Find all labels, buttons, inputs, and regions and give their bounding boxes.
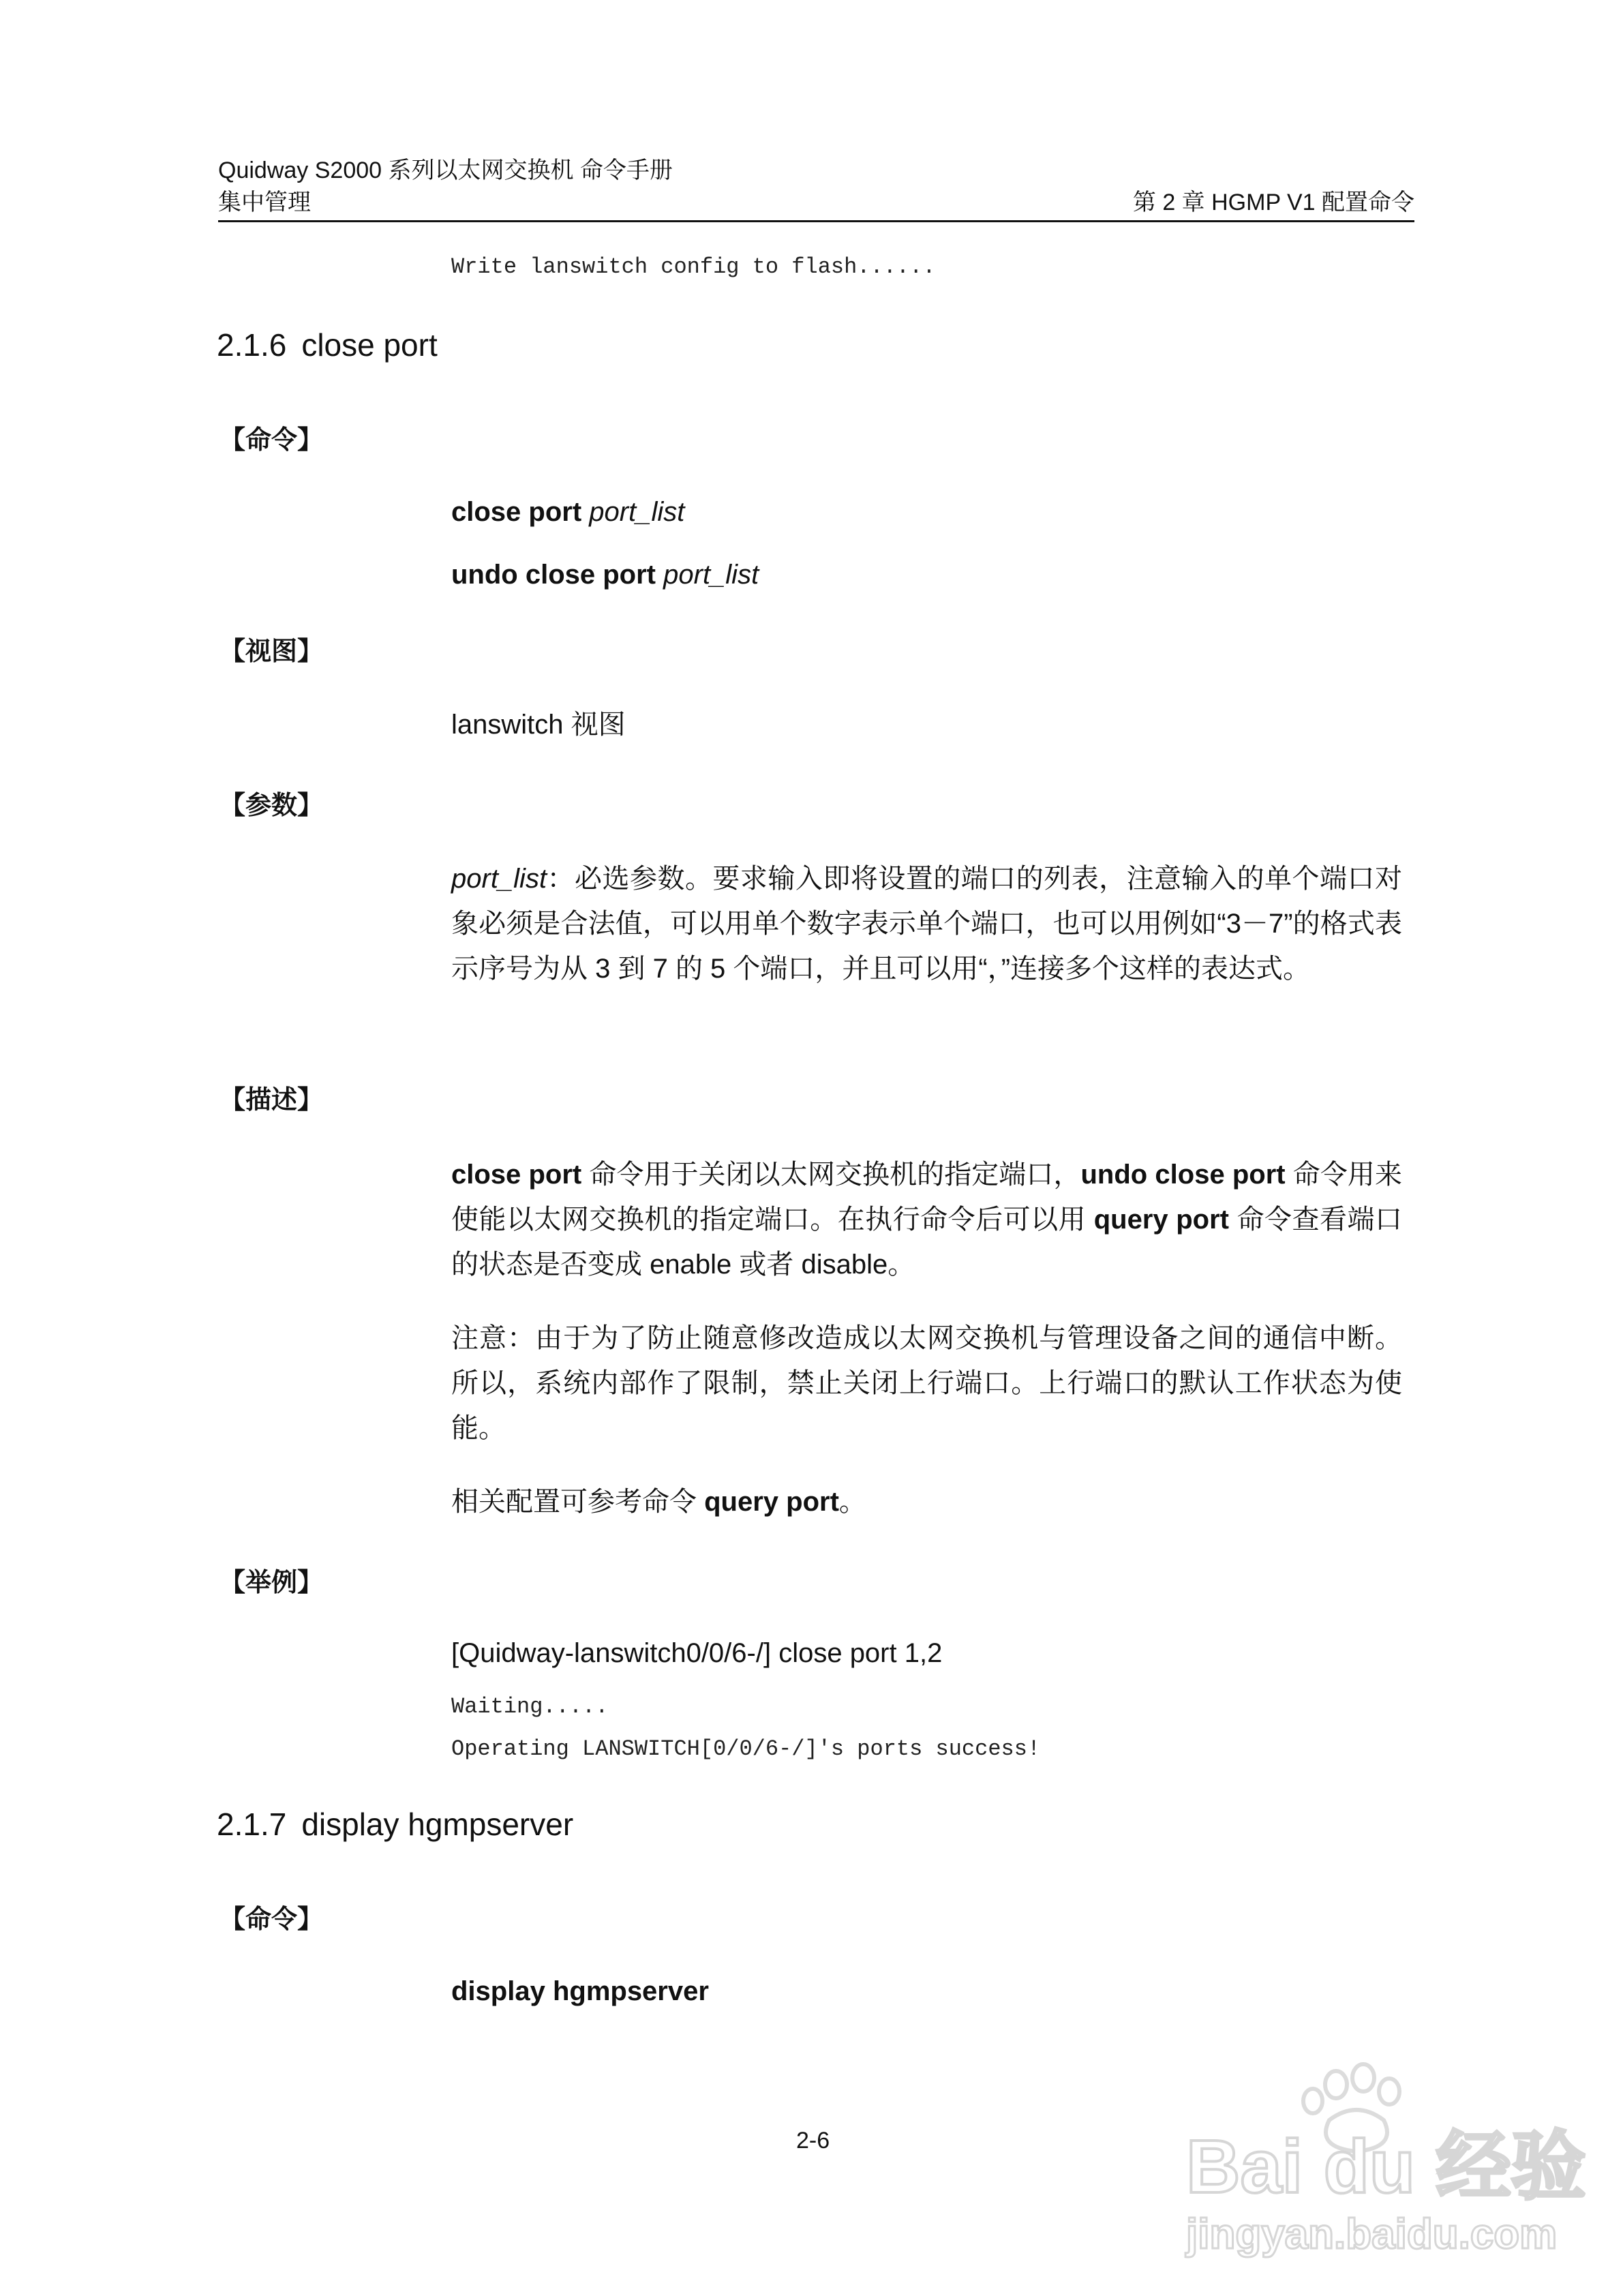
description-paragraph-2: 注意：由于为了防止随意修改造成以太网交换机与管理设备之间的通信中断。所以，系统内部作了限制，禁止关闭上行端口。上行端口的默认工作状态为使能。 [451,1323,1402,1443]
watermark-brand: Bai du 经验 [1186,2125,1586,2209]
header-manual-title: Quidway S2000 系列以太网交换机 命令手册 [218,157,673,183]
header-rule [218,220,1414,222]
label-description: 【描述】 [219,1086,324,1115]
label-parameter: 【参数】 [219,791,324,820]
command-keyword: close port [451,497,582,527]
watermark-url: jingyan.baidu.com [1186,2211,1558,2258]
section-number: 2.1.6 [217,327,287,363]
section-title-display-hgmpserver [217,1805,573,1843]
parameter-text: ：必选参数。要求输入即将设置的端口的列表，注意输入的单个端口对象必须是合法值，可以用单个数字表示单个端口，也可以用例如“3－7”的格式表示序号为从 3 到 7 的 5 个端口，并且可以用“，”连接多个这样的表达式。 [451,864,1402,984]
command-keyword: display hgmpserver [451,1976,709,2006]
desc-text: 。 [838,1487,866,1517]
command-param: port_list [663,560,759,590]
example-output-success: Operating LANSWITCH[0/0/6-/]'s ports success! [451,1736,1041,1762]
desc-text: 命令用来使能以太网交换机的指定端口。在执行命令后可以用 [451,1160,1402,1235]
section-number: 2.1.7 [217,1807,287,1842]
desc-cmd-query-port: query port [1093,1205,1229,1235]
command-undo-close-port [451,552,1402,597]
description-paragraph-1 [451,1152,1402,1287]
section-name: display hgmpserver [301,1807,574,1842]
baidu-jingyan-watermark [1159,2059,1586,2263]
desc-text: 命令用于关闭以太网交换机的指定端口， [581,1160,1081,1190]
command-keyword: undo close port [451,560,656,590]
label-example: 【举例】 [219,1569,324,1597]
command-param: port_list [589,497,685,527]
page-number: 2-6 [796,2128,830,2154]
code-write-config: Write lanswitch config to flash...... [451,254,936,280]
label-command: 【命令】 [219,1905,324,1934]
view-text: lanswitch 视图 [451,710,626,740]
section-name: close port [301,327,438,363]
label-view: 【视图】 [219,637,324,666]
desc-cmd-close-port: close port [451,1160,582,1190]
header-chapter: 第 2 章 HGMP V1 配置命令 [1132,190,1414,215]
label-command: 【命令】 [219,426,324,455]
desc-text: 相关配置可参考命令 [451,1487,705,1517]
header-section: 集中管理 [218,190,311,215]
example-output-waiting: Waiting..... [451,1694,609,1719]
command-close-port [451,489,1402,534]
parameter-name: port_list [451,864,547,894]
example-command: [Quidway-lanswitch0/0/6-/] close port 1,2 [451,1638,943,1668]
description-paragraph-3 [451,1479,1402,1524]
command-display-hgmpserver [451,1969,1402,2014]
desc-cmd-query-port: query port [704,1487,839,1517]
desc-text: 命令查看端口的状态是否变成 enable 或者 disable。 [451,1205,1402,1280]
parameter-description [451,856,1402,991]
section-title-close-port [217,326,438,364]
desc-cmd-undo-close-port: undo close port [1080,1160,1286,1190]
